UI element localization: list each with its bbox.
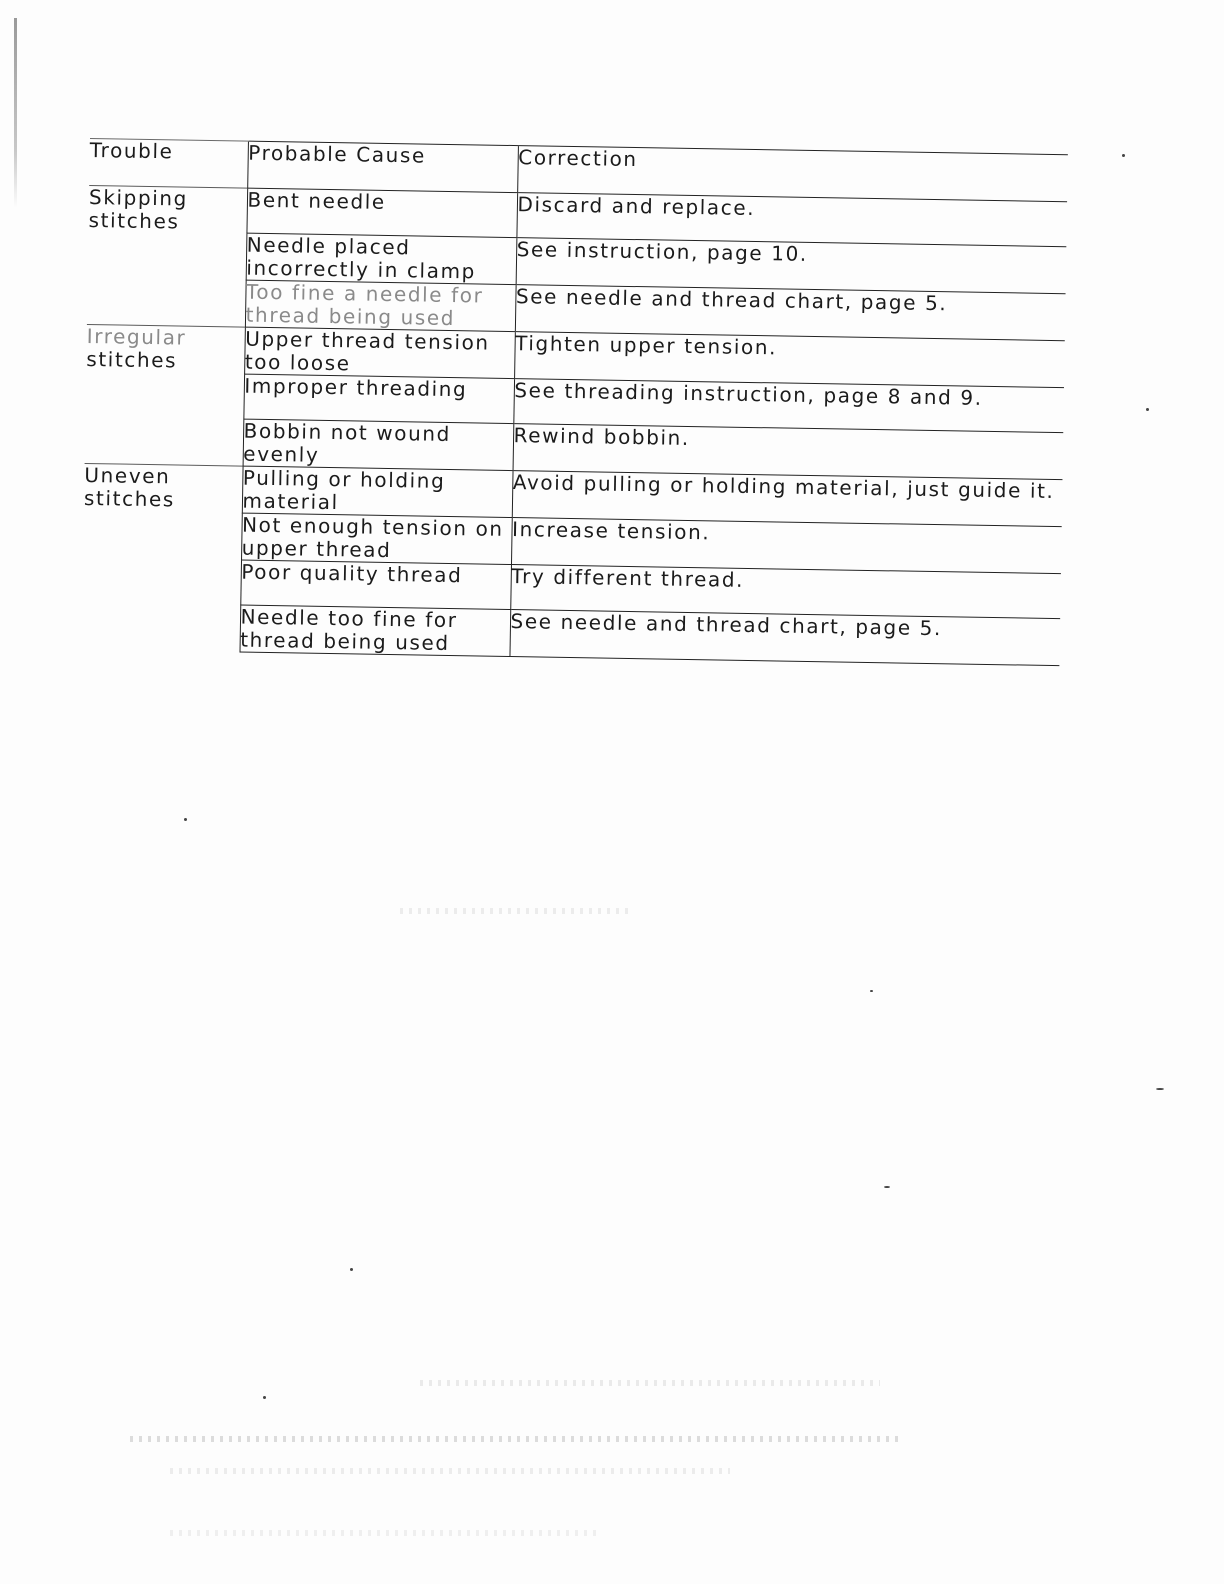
correction-cell: See needle and thread chart, page 5. <box>515 285 1066 341</box>
cause-cell: Bobbin not wound evenly <box>243 419 514 470</box>
cause-cell <box>245 280 516 331</box>
cause-text: Too fine a needle for thread being used <box>245 279 484 331</box>
cause-cell: Pulling or holding material <box>242 466 513 517</box>
correction-cell: Rewind bobbin. <box>513 424 1064 480</box>
scan-speck <box>184 818 187 821</box>
cause-cell: Bent needle <box>246 188 517 237</box>
scan-speck <box>263 1396 266 1399</box>
trouble-cell-uneven <box>82 463 243 652</box>
trouble-cell-irregular <box>85 324 245 466</box>
cause-cell: Poor quality thread <box>240 560 511 609</box>
trouble-cell-skipping <box>87 185 247 327</box>
correction-cell: See threading instruction, page 8 and 9. <box>513 379 1064 433</box>
cause-cell: Needle placed incorrectly in clamp <box>246 233 517 284</box>
header-trouble: Trouble <box>89 138 248 188</box>
scan-speck <box>1146 408 1149 411</box>
cause-cell: Upper thread tension too loose <box>244 327 515 378</box>
correction-cell: Avoid pulling or holding material, just guide it. <box>512 471 1063 527</box>
trouble-label-line: stitches <box>88 207 180 234</box>
trouble-label-line: Irregular <box>86 323 187 350</box>
cause-cell: Improper threading <box>243 374 514 423</box>
scan-edge-shadow <box>14 18 17 208</box>
cause-cell: Not enough tension on upper thread <box>241 513 512 564</box>
bleed-through-noise <box>420 1380 880 1386</box>
correction-cell: Tighten upper tension. <box>514 332 1065 388</box>
correction-cell: See instruction, page 10. <box>516 238 1067 294</box>
bleed-through-noise <box>130 1436 900 1442</box>
trouble-label-line: stitches <box>86 346 178 373</box>
trouble-label-line: stitches <box>83 485 176 512</box>
header-probable-cause: Probable Cause <box>247 141 518 192</box>
scan-speck <box>870 990 873 992</box>
troubleshooting-table-wrapper <box>79 138 1067 794</box>
bleed-through-noise <box>170 1530 600 1536</box>
trouble-label-line: Skipping <box>88 184 189 211</box>
scan-speck <box>1156 1088 1164 1090</box>
bleed-through-noise <box>400 908 630 914</box>
scan-speck <box>884 1186 890 1188</box>
scan-speck <box>1122 154 1125 157</box>
cause-cell: Needle too fine for thread being used <box>239 605 510 656</box>
trouble-label-line: Uneven <box>84 462 171 489</box>
scan-speck <box>350 1268 353 1271</box>
correction-cell: Increase tension. <box>511 518 1062 574</box>
correction-cell: See needle and thread chart, page 5. <box>509 610 1060 666</box>
bleed-through-noise <box>170 1468 730 1474</box>
troubleshooting-table <box>82 138 1068 666</box>
correction-cell: Discard and replace. <box>516 193 1067 247</box>
header-correction: Correction <box>517 146 1068 202</box>
correction-cell: Try different thread. <box>510 565 1061 619</box>
